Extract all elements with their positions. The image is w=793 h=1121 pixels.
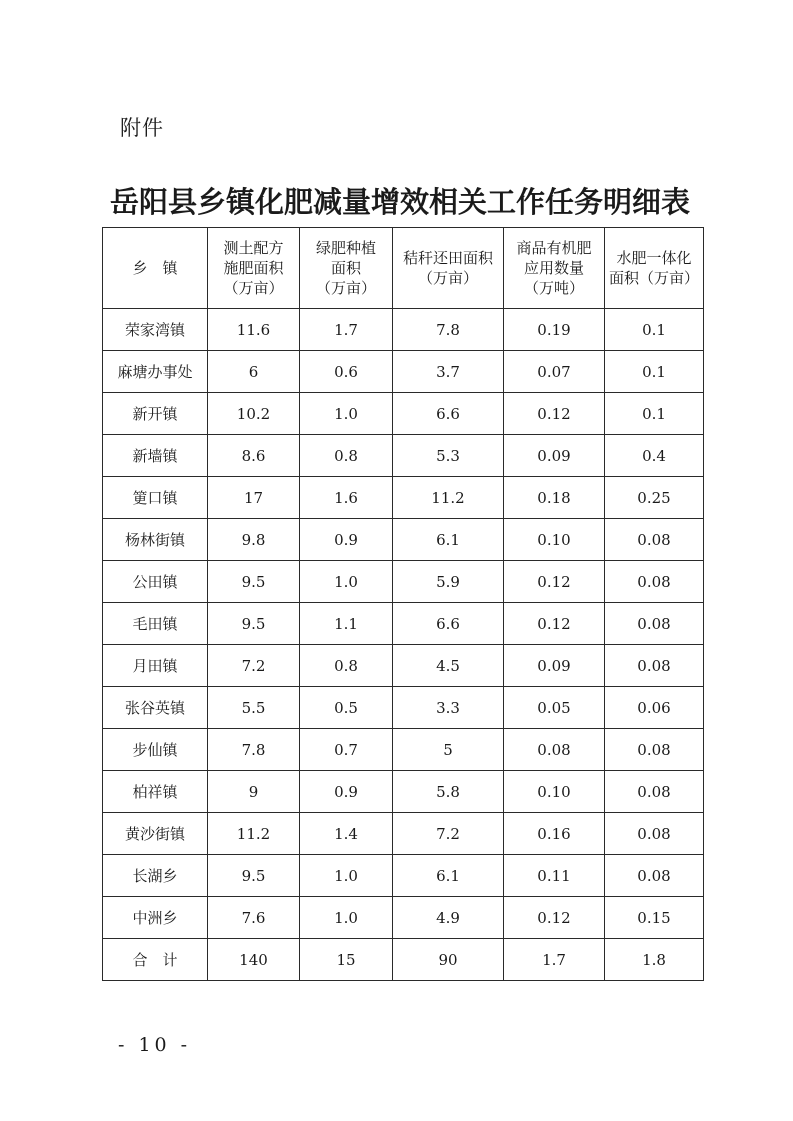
value-cell: 0.15: [605, 897, 704, 939]
value-cell: 9.5: [208, 561, 300, 603]
table-row: [103, 813, 704, 855]
table-row: [103, 645, 704, 687]
header-line: （万亩）: [315, 279, 376, 297]
header-line: 测土配方: [223, 239, 284, 257]
value-cell: 3.7: [393, 351, 504, 393]
table-row: [103, 687, 704, 729]
value-cell: 0.18: [504, 477, 605, 519]
town-name-cell: 新开镇: [103, 393, 208, 435]
value-cell: 3.3: [393, 687, 504, 729]
town-name-cell: 公田镇: [103, 561, 208, 603]
value-cell: 0.08: [605, 645, 704, 687]
table-row: [103, 393, 704, 435]
town-name-cell: 荣家湾镇: [103, 309, 208, 351]
value-cell: 0.8: [300, 435, 393, 477]
value-cell: 9.5: [208, 603, 300, 645]
value-cell: 0.08: [605, 771, 704, 813]
value-cell: 0.12: [504, 897, 605, 939]
value-cell: 0.10: [504, 519, 605, 561]
value-cell: 5.5: [208, 687, 300, 729]
value-cell: 0.12: [504, 393, 605, 435]
header-water-fertilizer-area: [605, 228, 704, 309]
value-cell: 0.1: [605, 393, 704, 435]
value-cell: 4.5: [393, 645, 504, 687]
town-name-cell: 张谷英镇: [103, 687, 208, 729]
header-line: 面积: [330, 259, 361, 277]
header-line: 绿肥种植: [315, 239, 376, 257]
value-cell: 0.08: [605, 603, 704, 645]
table-row: [103, 519, 704, 561]
value-cell: 10.2: [208, 393, 300, 435]
table-row: [103, 729, 704, 771]
value-cell: 0.08: [605, 561, 704, 603]
table-row: [103, 435, 704, 477]
town-name-cell: 麻塘办事处: [103, 351, 208, 393]
value-cell: 7.2: [393, 813, 504, 855]
header-line: 应用数量: [523, 259, 584, 277]
value-cell: 5: [393, 729, 504, 771]
value-cell: 0.12: [504, 603, 605, 645]
value-cell: 9.8: [208, 519, 300, 561]
header-line: （万亩）: [223, 279, 284, 297]
value-cell: 5.8: [393, 771, 504, 813]
value-cell: 0.12: [504, 561, 605, 603]
value-cell: 15: [300, 939, 393, 981]
value-cell: 11.2: [208, 813, 300, 855]
value-cell: 1.0: [300, 393, 393, 435]
value-cell: 0.09: [504, 435, 605, 477]
value-cell: 0.5: [300, 687, 393, 729]
value-cell: 0.9: [300, 519, 393, 561]
value-cell: 9.5: [208, 855, 300, 897]
value-cell: 4.9: [393, 897, 504, 939]
value-cell: 0.08: [605, 729, 704, 771]
town-name-cell: 合 计: [103, 939, 208, 981]
value-cell: 0.08: [605, 519, 704, 561]
town-name-cell: 筻口镇: [103, 477, 208, 519]
value-cell: 7.6: [208, 897, 300, 939]
value-cell: 5.3: [393, 435, 504, 477]
value-cell: 0.07: [504, 351, 605, 393]
value-cell: 0.05: [504, 687, 605, 729]
town-name-cell: 毛田镇: [103, 603, 208, 645]
value-cell: 11.2: [393, 477, 504, 519]
table-body: [103, 309, 704, 981]
task-detail-table: [102, 227, 704, 981]
value-cell: 0.08: [605, 813, 704, 855]
value-cell: 7.8: [393, 309, 504, 351]
value-cell: 0.10: [504, 771, 605, 813]
document-title: 岳阳县乡镇化肥减量增效相关工作任务明细表: [109, 185, 690, 219]
header-line: 面积（万亩）: [608, 269, 699, 287]
value-cell: 9: [208, 771, 300, 813]
value-cell: 0.7: [300, 729, 393, 771]
value-cell: 0.25: [605, 477, 704, 519]
value-cell: 6.6: [393, 393, 504, 435]
value-cell: 1.4: [300, 813, 393, 855]
table-row: [103, 855, 704, 897]
header-green-manure-area: [300, 228, 393, 309]
header-line: 秸秆还田面积: [402, 249, 493, 267]
value-cell: 0.1: [605, 351, 704, 393]
town-name-cell: 黄沙街镇: [103, 813, 208, 855]
value-cell: 0.6: [300, 351, 393, 393]
page-number: - 10 -: [118, 1034, 192, 1056]
town-name-cell: 杨林街镇: [103, 519, 208, 561]
header-line: 施肥面积: [223, 259, 284, 277]
value-cell: 1.0: [300, 561, 393, 603]
value-cell: 1.0: [300, 897, 393, 939]
value-cell: 0.4: [605, 435, 704, 477]
table-total-row: [103, 939, 704, 981]
value-cell: 0.1: [605, 309, 704, 351]
value-cell: 6.6: [393, 603, 504, 645]
value-cell: 90: [393, 939, 504, 981]
town-name-cell: 步仙镇: [103, 729, 208, 771]
value-cell: 0.09: [504, 645, 605, 687]
value-cell: 0.06: [605, 687, 704, 729]
value-cell: 1.8: [605, 939, 704, 981]
value-cell: 6.1: [393, 519, 504, 561]
table-row: [103, 561, 704, 603]
town-name-cell: 月田镇: [103, 645, 208, 687]
value-cell: 0.11: [504, 855, 605, 897]
header-line: 乡 镇: [132, 259, 178, 277]
town-name-cell: 新墙镇: [103, 435, 208, 477]
table-header-row: [103, 228, 704, 309]
header-line: （万亩）: [417, 269, 478, 287]
header-straw-return-area: [393, 228, 504, 309]
town-name-cell: 中洲乡: [103, 897, 208, 939]
value-cell: 0.19: [504, 309, 605, 351]
town-name-cell: 长湖乡: [103, 855, 208, 897]
table-row: [103, 771, 704, 813]
header-line: （万吨）: [523, 279, 584, 297]
header-soil-testing-area: [208, 228, 300, 309]
value-cell: 0.08: [504, 729, 605, 771]
table-row: [103, 477, 704, 519]
header-town: [103, 228, 208, 309]
header-line: 商品有机肥: [516, 239, 592, 257]
attachment-label: 附件: [120, 116, 164, 140]
value-cell: 0.9: [300, 771, 393, 813]
header-line: 水肥一体化: [616, 249, 692, 267]
value-cell: 1.7: [504, 939, 605, 981]
value-cell: 0.08: [605, 855, 704, 897]
value-cell: 6: [208, 351, 300, 393]
value-cell: 0.8: [300, 645, 393, 687]
town-name-cell: 柏祥镇: [103, 771, 208, 813]
table-row: [103, 897, 704, 939]
value-cell: 5.9: [393, 561, 504, 603]
value-cell: 11.6: [208, 309, 300, 351]
value-cell: 8.6: [208, 435, 300, 477]
header-organic-fertilizer-amount: [504, 228, 605, 309]
value-cell: 7.2: [208, 645, 300, 687]
value-cell: 1.0: [300, 855, 393, 897]
table-row: [103, 603, 704, 645]
table-row: [103, 351, 704, 393]
value-cell: 1.1: [300, 603, 393, 645]
value-cell: 17: [208, 477, 300, 519]
value-cell: 1.7: [300, 309, 393, 351]
value-cell: 7.8: [208, 729, 300, 771]
table-row: [103, 309, 704, 351]
value-cell: 6.1: [393, 855, 504, 897]
value-cell: 140: [208, 939, 300, 981]
value-cell: 1.6: [300, 477, 393, 519]
value-cell: 0.16: [504, 813, 605, 855]
